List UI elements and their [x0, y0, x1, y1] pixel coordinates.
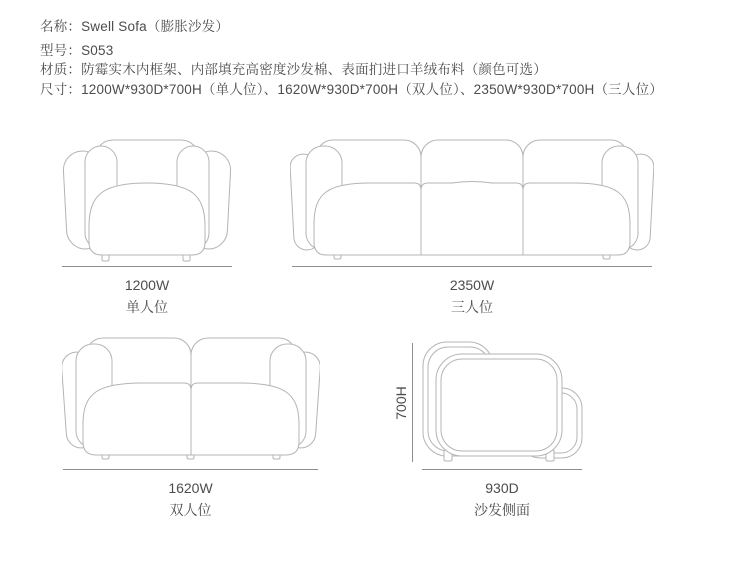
- double-sofa-width-value: 1620W: [168, 480, 213, 496]
- three-sofa-width-value: 2350W: [449, 277, 495, 293]
- single-sofa-labels: [62, 274, 232, 318]
- spec-material-line: 材质：防霉实木内框架、内部填充高密度沙发棉、表面扪进口羊绒布料（颜色可选）: [40, 62, 547, 77]
- double-sofa-labels: [63, 477, 318, 521]
- side-view-height-value: 700H: [393, 386, 409, 420]
- width-dimension-line-single: [62, 266, 232, 267]
- single-sofa-caption: 单人位: [126, 299, 168, 315]
- double-sofa-caption: 双人位: [169, 502, 212, 518]
- three-sofa-labels: [292, 274, 652, 318]
- spec-size-line: 尺寸：1200W*930D*700H（单人位）、1620W*930D*700H（双人位）、2350W*930D*700H（三人位）: [40, 82, 663, 97]
- sofa-side-view-drawing: [420, 336, 590, 464]
- three-sofa-caption: 三人位: [451, 299, 493, 315]
- height-dimension-line-side: [412, 343, 413, 462]
- single-sofa-width-value: 1200W: [124, 277, 170, 293]
- side-view-labels: [422, 477, 582, 521]
- side-view-caption: 沙发侧面: [474, 502, 530, 518]
- spec-name-line: 名称：Swell Sofa（膨胀沙发）: [40, 19, 230, 34]
- spec-model-line: 型号：S053: [40, 43, 114, 58]
- single-seat-sofa-drawing: [62, 138, 232, 262]
- depth-dimension-line-side: [422, 469, 582, 470]
- two-seat-sofa-drawing: [62, 334, 320, 462]
- side-view-depth-value: 930D: [485, 480, 519, 496]
- three-seat-sofa-drawing: [290, 138, 654, 262]
- width-dimension-line-three: [292, 266, 652, 267]
- width-dimension-line-double: [63, 469, 318, 470]
